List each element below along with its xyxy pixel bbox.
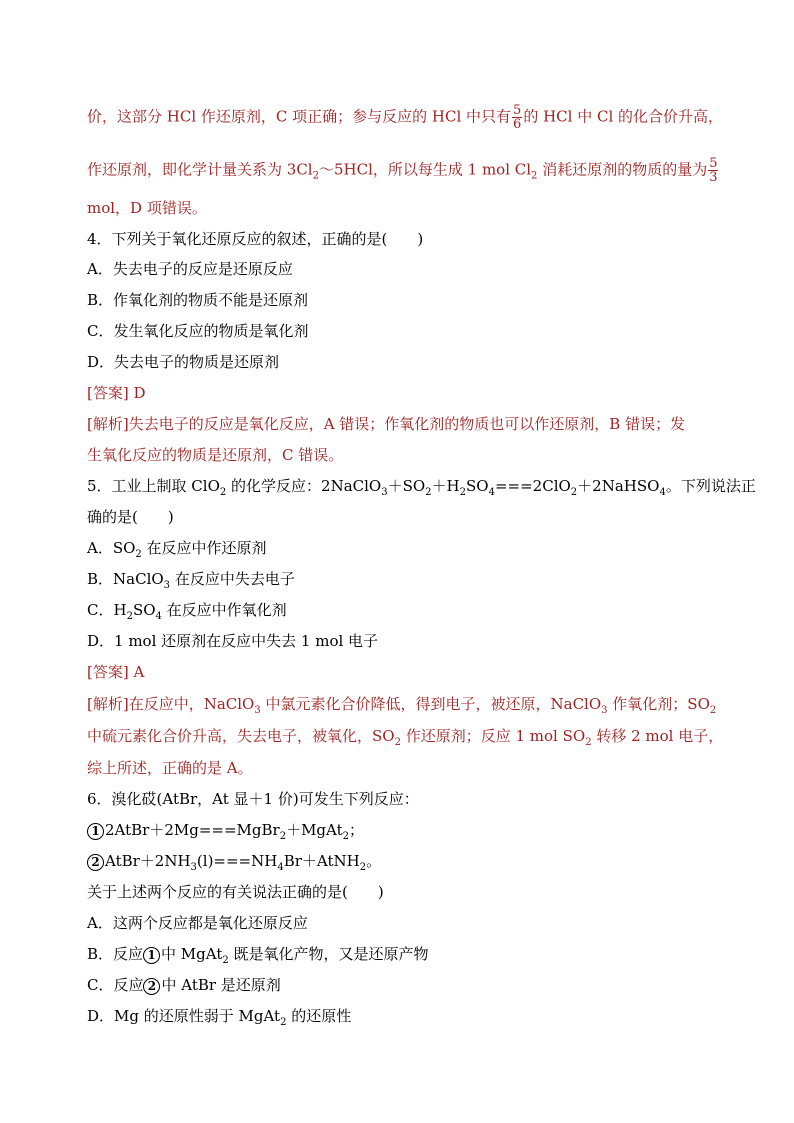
subscript: 2 [342, 831, 350, 842]
q6-reaction-1 [87, 820, 754, 847]
subscript: 2 [585, 737, 592, 748]
subscript: 2 [312, 170, 319, 182]
text: Br＋AtNH [283, 852, 360, 870]
q5-stem-line-2: 确的是( ) [87, 508, 174, 526]
subscript: 3 [601, 705, 608, 716]
q6-reaction-2 [87, 851, 754, 878]
text: ～5HCl，所以每生成 1 mol Cl [318, 160, 532, 179]
q6-option-d [87, 1006, 754, 1033]
text: ＋MgAt [286, 821, 343, 839]
text: 作还原剂，即化学计量关系为 3Cl [87, 160, 313, 179]
q5-option-b [87, 569, 754, 596]
subscript: 2 [531, 170, 538, 182]
q5-answer: [答案] A [87, 663, 145, 681]
subscript: 3 [163, 580, 171, 591]
fraction-denominator: 3 [709, 170, 718, 185]
text: (l)===NH [196, 852, 278, 870]
explanation-line-3: mol，D 项错误。 [87, 199, 207, 217]
text: 中 AtBr 是还原剂 [161, 976, 281, 994]
fraction-numerator: 5 [513, 103, 522, 118]
q6-option-c [87, 975, 754, 995]
subscript: 2 [425, 487, 432, 498]
text: ＋H [431, 477, 460, 495]
subscript: 2 [280, 1017, 287, 1028]
text: 中氯元素化合价降低，得到电子，被还原，NaClO [260, 695, 602, 713]
text: 既是氧化产物，又是还原产物 [228, 945, 429, 963]
subscript: 2 [394, 737, 401, 748]
subscript: 2 [126, 611, 133, 622]
text: B．NaClO [87, 570, 164, 588]
explanation-line-1 [87, 104, 754, 131]
subscript: 2 [219, 487, 227, 498]
text: 作氧化剂；SO [607, 695, 710, 713]
subscript: 3 [254, 705, 261, 716]
q6-stem-line-1: 6．溴化砹(AtBr，At 显＋1 价)可发生下列反应： [87, 790, 419, 808]
text: 的化学反应：2NaClO [226, 477, 382, 495]
q6-option-b [87, 944, 754, 971]
text: 。下列说法正 [665, 477, 756, 495]
text: 的还原性 [286, 1007, 352, 1025]
subscript: 2 [135, 549, 142, 560]
text: 消耗还原剂的物质的量为 [537, 160, 708, 179]
subscript: 3 [190, 862, 197, 873]
subscript: 4 [155, 611, 162, 622]
circled-number-one: 1 [87, 823, 104, 840]
text: [解析]在反应中，NaClO [87, 695, 255, 713]
subscript: 2 [459, 487, 467, 498]
text: 在反应中作氧化剂 [161, 601, 287, 619]
text: A．SO [87, 539, 136, 557]
text: 在反应中失去电子 [170, 570, 295, 588]
text: 中硫元素化合价升高，失去电子，被氧化，SO [87, 727, 395, 745]
q4-option-c: C．发生氧化反应的物质是氧化剂 [87, 322, 309, 340]
circled-number-two: 2 [143, 978, 160, 995]
q4-analysis-line-1: [解析]失去电子的反应是氧化反应，A 错误；作氧化剂的物质也可以作还原剂，B 错误；发 [87, 415, 686, 433]
q5-analysis-line-1 [87, 694, 754, 721]
text: SO [132, 601, 156, 619]
text: D．Mg 的还原性弱于 MgAt [87, 1007, 281, 1025]
fraction-denominator: 6 [513, 117, 522, 132]
q5-stem-line-1 [87, 476, 754, 503]
text: ； [349, 821, 365, 839]
text: 中 MgAt [161, 945, 223, 963]
subscript: 2 [279, 831, 287, 842]
text: B．反应 [87, 945, 144, 963]
subscript: 2 [359, 862, 367, 873]
q5-analysis-line-2 [87, 726, 754, 753]
subscript: 2 [570, 487, 578, 498]
text: AtBr＋2NH [105, 852, 191, 870]
subscript: 2 [709, 705, 717, 716]
subscript: 2 [222, 955, 229, 966]
q4-stem: 4．下列关于氧化还原反应的叙述，正确的是( ) [87, 230, 424, 248]
text: 的 HCl 中 Cl 的化合价升高， [523, 107, 724, 126]
subscript: 4 [277, 862, 284, 873]
q5-option-c [87, 600, 754, 627]
text: ===2ClO [494, 477, 571, 495]
text: SO [466, 477, 489, 495]
q5-option-d: D．1 mol 还原剂在反应中失去 1 mol 电子 [87, 632, 379, 650]
text: ＋SO [387, 477, 426, 495]
fraction-five-sixths [512, 104, 522, 131]
text: 转移 2 mol 电子， [591, 727, 724, 745]
subscript: 4 [659, 487, 666, 498]
text: 作还原剂；反应 1 mol SO [400, 727, 586, 745]
q4-answer: [答案] D [87, 384, 146, 402]
q4-option-a: A．失去电子的反应是还原反应 [87, 260, 293, 278]
q4-analysis-line-2: 生氧化反应的物质是还原剂，C 错误。 [87, 446, 344, 464]
q4-option-b: B．作氧化剂的物质不能是还原剂 [87, 291, 309, 309]
q6-stem-line-2: 关于上述两个反应的有关说法正确的是( ) [87, 883, 384, 901]
circled-number-two: 2 [87, 854, 104, 871]
subscript: 4 [488, 487, 495, 498]
fraction-numerator: 5 [709, 156, 718, 171]
explanation-line-2 [87, 157, 754, 187]
text: 5．工业上制取 ClO [87, 477, 220, 495]
text: 。 [366, 852, 382, 870]
text: 价，这部分 HCl 作还原剂，C 项正确；参与反应的 HCl 中只有 [87, 107, 512, 126]
q5-analysis-line-3: 综上所述，正确的是 A。 [87, 759, 253, 777]
fraction-five-thirds [708, 157, 718, 184]
text: C．反应 [87, 976, 144, 994]
subscript: 3 [381, 487, 388, 498]
text: 在反应中作还原剂 [141, 539, 267, 557]
q4-option-d: D．失去电子的物质是还原剂 [87, 353, 280, 371]
q5-option-a [87, 538, 754, 565]
text: C．H [87, 601, 127, 619]
text: ＋2NaHSO [577, 477, 660, 495]
text: 2AtBr＋2Mg===MgBr [105, 821, 280, 839]
circled-number-one: 1 [143, 947, 160, 964]
q6-option-a: A．这两个反应都是氧化还原反应 [87, 914, 308, 932]
